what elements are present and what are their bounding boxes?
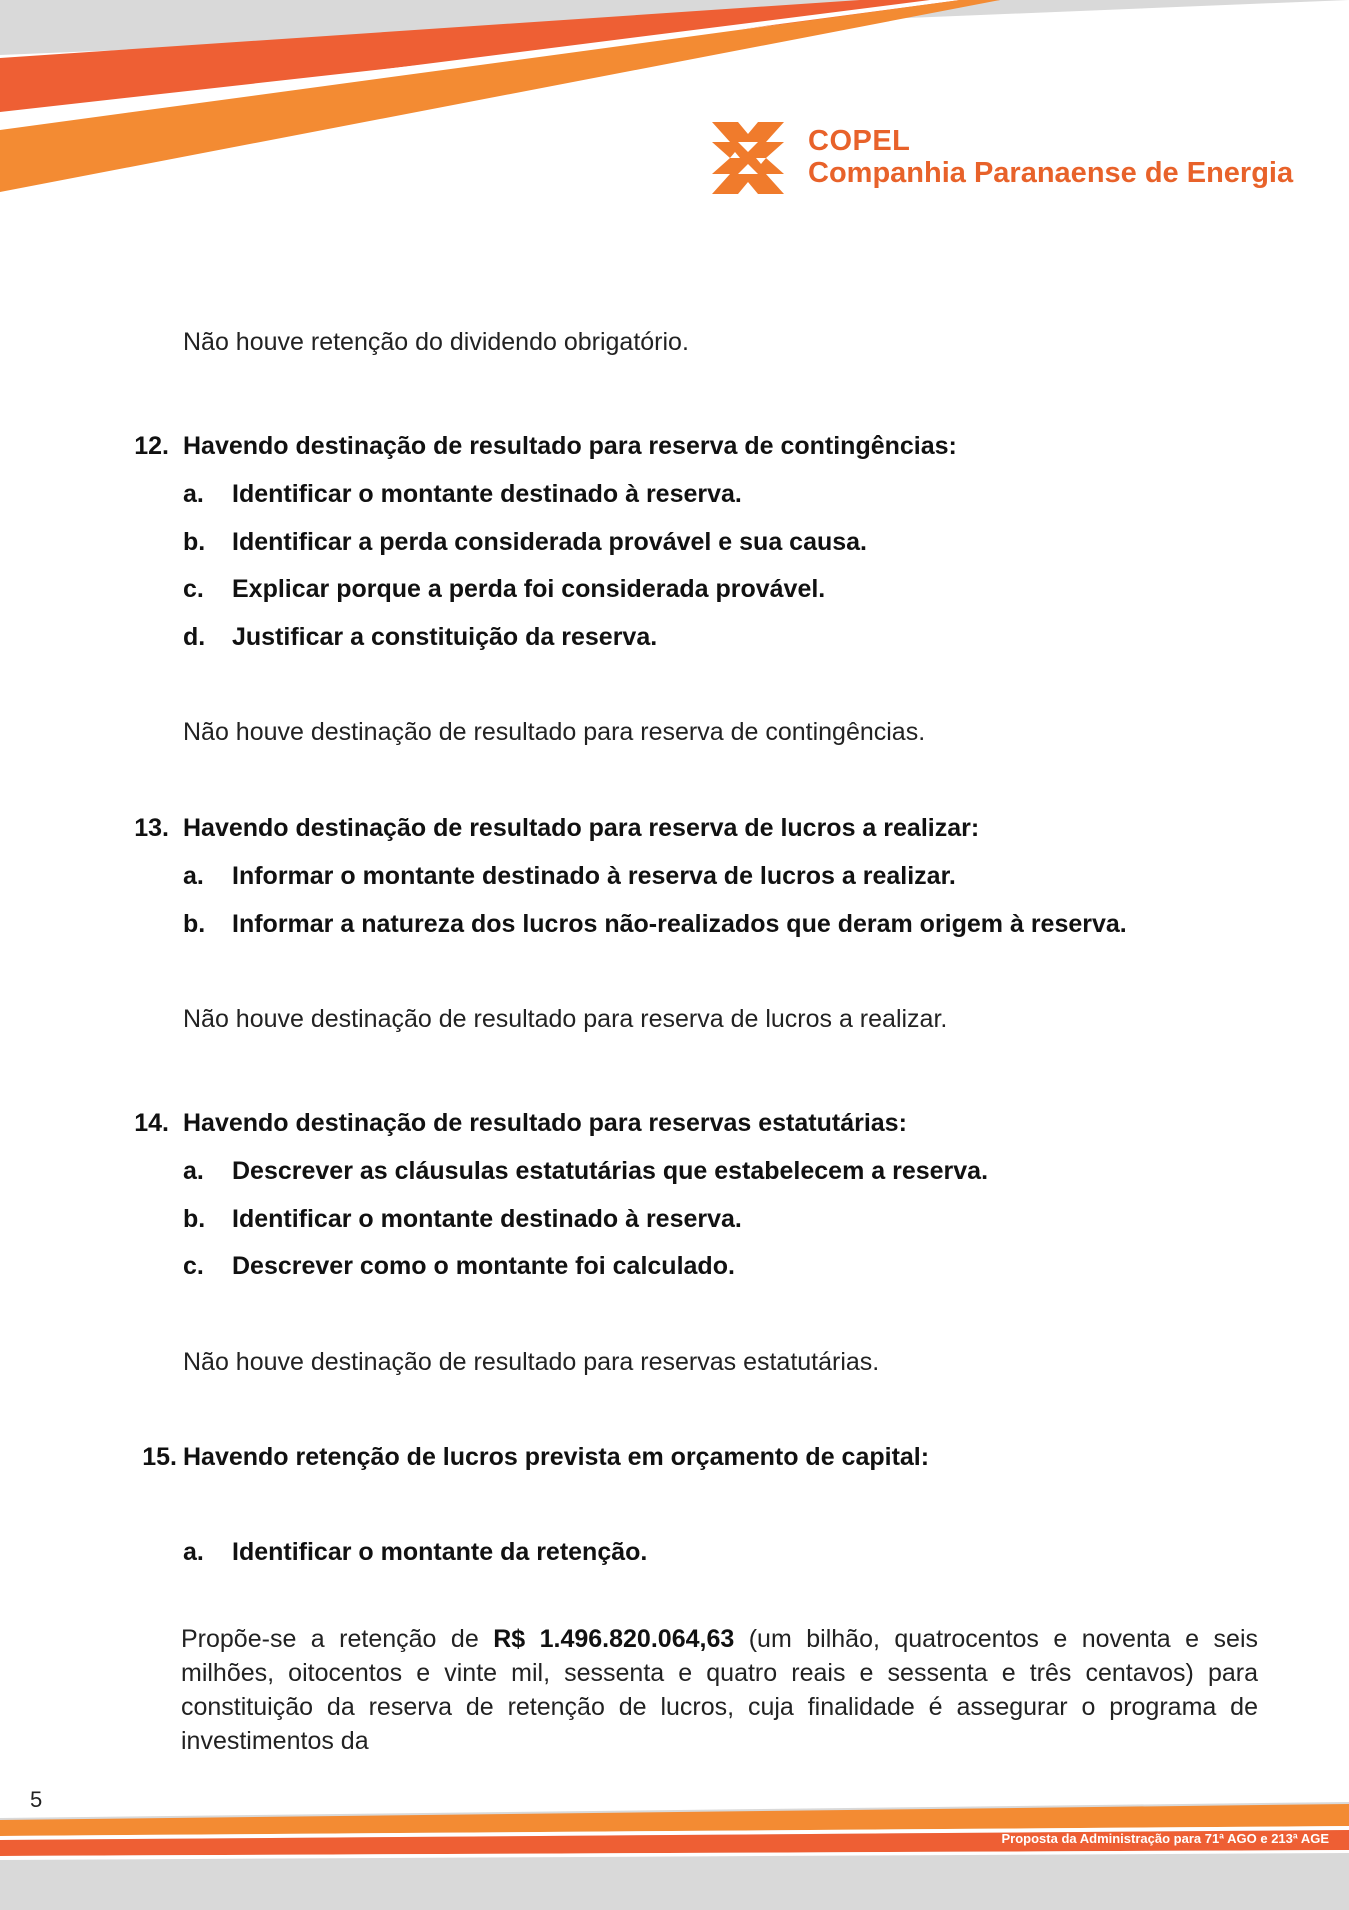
copel-logo-icon (708, 118, 788, 198)
list-item: b. Informar a natureza dos lucros não-realizados que deram origem à reserva. (183, 910, 1127, 938)
question-title: Havendo destinação de resultado para reservas estatutárias: (183, 1109, 907, 1137)
list-item: a. Identificar o montante da retenção. (183, 1538, 648, 1566)
company-logo (708, 118, 1293, 198)
list-item: b. Identificar a perda considerada provável e sua causa. (183, 528, 867, 556)
footer-decoration (0, 1790, 1349, 1910)
question-number: 14. (134, 1109, 169, 1137)
list-item: b. Identificar o montante destinado à reserva. (183, 1205, 742, 1233)
question-number: 15. (142, 1443, 177, 1471)
question-number: 13. (134, 814, 169, 842)
list-item: c. Descrever como o montante foi calculado. (183, 1252, 735, 1280)
question-15 (142, 1443, 930, 1472)
page-number: 5 (30, 1787, 43, 1812)
brand-name: COPEL (808, 125, 911, 158)
answer-12: Não houve destinação de resultado para reserva de contingências. (183, 718, 926, 746)
answer-13: Não houve destinação de resultado para reserva de lucros a realizar. (183, 1005, 948, 1033)
list-item: a. Descrever as cláusulas estatutárias que estabelecem a reserva. (183, 1157, 989, 1185)
answer-14: Não houve destinação de resultado para reservas estatutárias. (183, 1348, 880, 1376)
list-item: c. Explicar porque a perda foi considerada provável. (183, 575, 826, 603)
intro-text: Não houve retenção do dividendo obrigatório. (183, 328, 689, 356)
brand-full-name: Companhia Paranaense de Energia (808, 157, 1294, 189)
list-item: a. Informar o montante destinado à reserva de lucros a realizar. (183, 862, 956, 890)
footer-caption: Proposta da Administração para 71ª AGO e 213ª AGE (1001, 1831, 1329, 1846)
question-title: Havendo destinação de resultado para reserva de lucros a realizar: (183, 814, 980, 842)
question-number: 12. (134, 432, 169, 460)
answer-15: Propõe-se a retenção de R$ 1.496.820.064,63 (um bilhão, quatrocentos e noventa e seis milhões, oitocentos e vinte mil, sessenta e quatro reais e sessenta e três centavos) para constituição da reserva de retenção de lucros, cuja finalidade é assegurar o programa de investimentos da (181, 1625, 1258, 1755)
question-14 (134, 1109, 907, 1138)
question-12 (134, 432, 957, 461)
question-title: Havendo destinação de resultado para reserva de contingências: (183, 432, 957, 460)
question-title: Havendo retenção de lucros prevista em orçamento de capital: (183, 1443, 930, 1471)
question-13 (134, 814, 980, 843)
list-item: d. Justificar a constituição da reserva. (183, 623, 658, 651)
list-item: a. Identificar o montante destinado à reserva. (183, 480, 742, 508)
retention-amount: R$ 1.496.820.064,63 (493, 1625, 735, 1653)
